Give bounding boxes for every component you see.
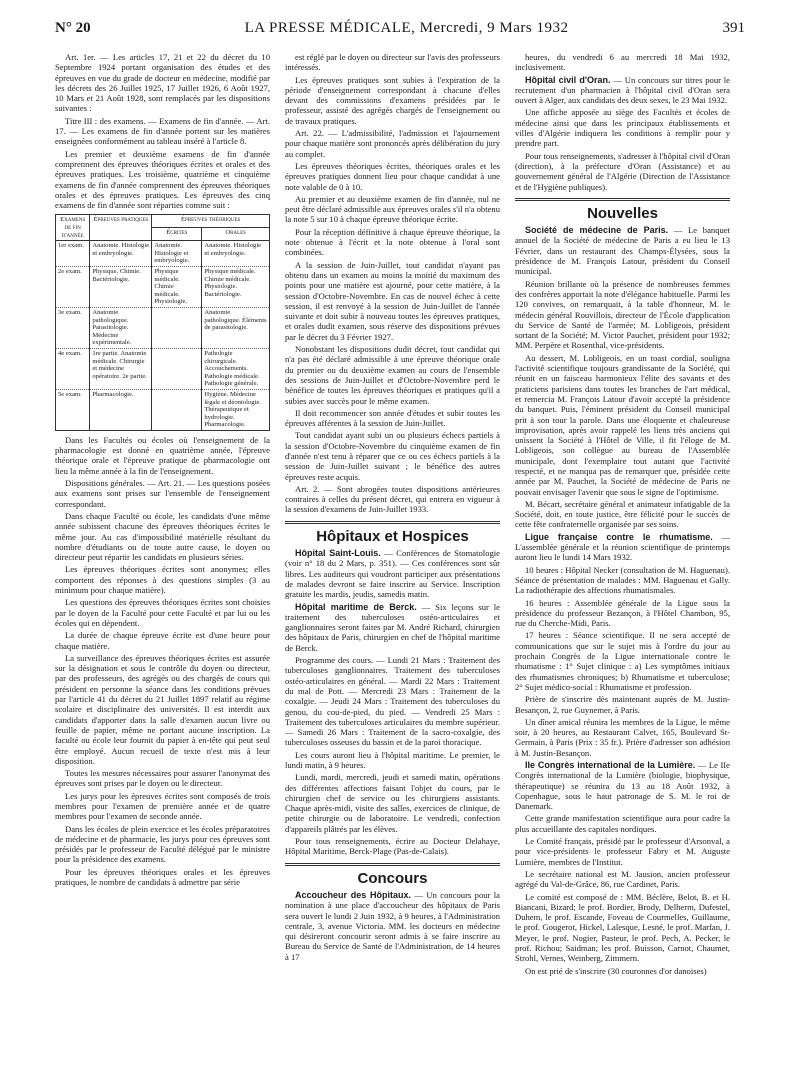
paragraph: est réglé par le doyen ou directeur sur l'avis des professeurs intéressés. [285, 52, 500, 73]
paragraph: Le Comité français, présidé par le professeur d'Arsonval, a pour vice-présidents le professeur Fabry et M. Auguste Lumière, membres de l'Institut. [515, 836, 730, 867]
paragraph: Titre III : des examens. — Examens de fin d'année. — Art. 17. — Les examens de fin d'année portent sur les matières enseignées conformément au tableau inséré à l'article 8. [55, 115, 270, 147]
column-3 [515, 52, 730, 1072]
table-cell: Anatomie. Histologie et embryologie. [152, 241, 202, 267]
table-header: Orales [202, 228, 270, 241]
table-cell: 3e exam. [56, 307, 90, 348]
paragraph: Un dîner amical réunira les membres de la Ligue, le même soir, à 20 heures, au Restaurant Calvet, 165, Boulevard St-Germain, à Paris (Prix : 35 fr.). Prière d'adresser son adhésion à M. Justin-Besançon. [515, 716, 730, 758]
table-cell: 5e exam. [56, 389, 90, 430]
paragraph: Pour les épreuves théoriques orales et les épreuves pratiques, le nombre de candidats à admettre par série [55, 866, 270, 888]
item-text: — Le IIe Congrès international de la Lumière (biologie, biophysique, thérapeutique) se réunira du 13 au 18 Août 1932, à Copenhague, sous le haut patronage de S. M. le roi de Danemark. [515, 760, 730, 812]
table-cell [152, 307, 202, 348]
paragraph: Au dessert, M. Lobligeois, en un toast cordial, souligna l'activité scientifique toujours grandissante de la Société, qui réunit en un faisceau harmonieux l'élite des savants et des praticiens parisiens dans toutes les branches de l'art médical, et remercia M. François Latour d'avoir accepté la présidence du banquet. Puis, l'éminent président du Conseil municipal prit à son tour la parole. Dans une éloquente et chaleureuse improvisation, après avoir rappelé les liens très anciens qui unissent la Société à l'Hôtel de Ville, il fit l'éloge de M. Lobligeois, son collègue au bureau de l'Assemblée municipale, dont l'exemplaire tout autant que l'activité respecté, et ne manqua pas de remarquer que, présidée cette année par M. Pauchet, la Société de médecine de Paris ne pouvait envisager l'avenir que sous le signe de l'optimisme. [515, 352, 730, 497]
table-cell: 4e exam. [56, 348, 90, 389]
table-cell: 2e exam. [56, 267, 90, 308]
item-title: Ligue française contre le rhumatisme. [525, 531, 713, 542]
item-text: — Six leçons sur le traitement des tuberculoses ostéo-articulaires et ganglionnaires seront faites par M. André Richard, chirurgien des hôpitaux de Paris, chirurgien en chef de l'hôpital maritime de Berck. [285, 601, 500, 653]
table-cell: Physique. Chimie. Bactériologie. [90, 267, 152, 308]
table-cell: 1er exam. [56, 241, 90, 267]
paragraph [515, 760, 730, 811]
paragraph: Toutes les mesures nécessaires pour assurer l'anonymat des épreuves sont prises par le doyen ou le directeur. [55, 768, 270, 789]
paragraph: 17 heures : Séance scientifique. Il ne sera accepté de communications que sur le sujet mis à l'ordre du jour au prochain Congrès de la Ligue internationale contre le rhumatisme : 1° Sujet clinique : a) Les symptômes initiaux des rhumatismes chroniques; b) Rhumatisme et tuberculose; 2° Sujet médico-social : Rhumatisme et profession. [515, 630, 730, 692]
paragraph: Dans les Facultés ou écoles où l'enseignement de la pharmacologie est donné en quatrième année, l'épreuve théorique orale et l'épreuve pratique de pharmacologie ont lieu la même année à la fin de l'enseignement. [55, 434, 270, 476]
paragraph: Réunion brillante où la présence de nombreuses femmes des confrères apportait la note d'élégance habituelle. Parmi les 120 convives, on remarquait, à la table d'honneur, M. le médecin général Rouvillois, directeur de l'École d'application du Service de Santé de l'armée; M. Lobligeois, président sortant de la Société; M. Victor Pauchet, président pour 1932; MM. Perpère et Rosenthal, vice-présidents. [515, 278, 730, 351]
paragraph: M. Bécart, secrétaire général et animateur infatigable de la Société, doit, en toute justice, être félicité pour le succès de cette fête confraternelle organisée par ses soins. [515, 498, 730, 530]
paragraph: On est prié de s'inscrire (30 couronnes d'or danoises) [525, 965, 707, 976]
paragraph: Au premier et au deuxième examen de fin d'année, nul ne peut être déclaré admissible aux épreuves orales s'il n'a obtenu la note 5 sur 10 à chaque épreuve théorique écrite. [285, 193, 500, 225]
paragraph: La surveillance des épreuves théoriques écrites est assurée sur la désignation et sous le contrôle du doyen ou directeur, par des professeurs, des agrégés ou des chargés de cours qui président en personne la séance dans les conditions prévues par l'article 41 du décret du 21 Juillet 1897 relatif au régime scolaire et disciplinaire des universités. Il est interdit aux candidats d'apporter dans la salle d'examen aucun livre ou feuille de papier, même ne portant aucune inscription. La faculté ou école leur fournit du papier à en-tête qui peut seul être employé. Aucun recueil de texte n'est mis à leur disposition. [55, 652, 270, 766]
table-cell: Anatomie pathologique. Éléments de parasitologie. [202, 307, 270, 348]
paragraph [285, 890, 500, 962]
paragraph: Nonobstant les dispositions dudit décret, tout candidat qui n'a pas été déclaré admissible à une épreuve théorique orale du premier ou du deuxième examen au cours de l'ensemble des sessions de Juin-Juillet et d'Octobre-Novembre perd le bénéfice de toutes les épreuves théoriques et pratiques qu'il a subies avec succès pour le même examen. [285, 344, 500, 406]
table-row [56, 348, 270, 389]
paragraph: Art. 22. — L'admissibilité, l'admission et l'ajournement pour chaque matière sont prononcés après délibération du jury au complet. [285, 128, 500, 159]
paragraph [285, 548, 500, 599]
item-title: Hôpital Saint-Louis. [295, 548, 381, 559]
paragraph: Programme des cours. — Lundi 21 Mars : Traitement des tuberculoses ganglionnaires. Traitement des tuberculoses ostéo-articulaires en général. — Mardi 22 Mars : Traitement du mal de Pott. — Mercredi 23 Mars : Traitement de la coxalgie. — Jeudi 24 Mars : Traitement des tuberculoses du genou, du cou-de-pied, du pied. — Vendredi 25 Mars : Traitement des tuberculoses articulaires du membre supérieur. — Samedi 26 Mars : Traitement de la sacro-coxalgie, des tuberculoses osseuses du bassin et de la paroi thoracique. [285, 655, 500, 748]
table-row [56, 389, 270, 430]
paragraph: Les épreuves théoriques écrites sont anonymes; elles comportent des réponses à des questions simples (3 au minimum pour chaque matière). [55, 564, 270, 596]
item-title: Hôpital civil d'Oran. [525, 74, 611, 85]
table-cell: Hygiène. Médecine légale et déontologie. Thérapeutique et hydrologie. Pharmacologie. [202, 389, 270, 430]
table-cell: Pharmacologie. [90, 389, 152, 430]
paragraph: Le comité est composé de : MM. Béclère, Belot, B. et H. Biancani, Bizard; le prof. Bordier, Brody, Delherm, Dufestel, Duhem, le prof. Escande, Foveau de Courmelles, Guillaume, le prof. Gougerot, Hickel, Lalesque, Lesné, le prof. Marfan, J. Meyer, le prof. Nogier, Pasteur, le prof. Pech, A. Pecker, le prof. Richou; Saidman; les prof. Buisson, Carnot, Chaumet, Strohl, Vernes, Weinberg, Zimmern. [515, 891, 730, 964]
page-number: 391 [722, 20, 745, 36]
paragraph: Tout candidat ayant subi un ou plusieurs échecs partiels à la session d'Octobre-Novembre du cinquième examen de fin d'année n'est tenu à réparer que ce ou ces échecs partiels à la session de Juin-Juillet suivant ; le bénéfice des autres épreuves reste acquis. [285, 430, 500, 482]
table-cell: Anatomie. Histologie et embryologie. [202, 241, 270, 267]
column-2 [285, 52, 500, 1072]
paragraph [285, 602, 500, 653]
table-cell [152, 389, 202, 430]
item-title: Accoucheur des Hôpitaux. [295, 889, 411, 900]
table-header: Épreuves théoriques [152, 215, 270, 228]
table-header: Examens de fin d'année [56, 215, 90, 241]
paragraph: Cette grande manifestation scientifique aura pour cadre la plus accueillante des capitales nordiques. [515, 813, 730, 834]
exams-table [55, 214, 270, 430]
paragraph: Le secrétaire national est M. Jausion, ancien professeur agrégé du Val-de-Grâce, 86, rue Cardinet, Paris. [515, 868, 730, 890]
table-cell: Anatomie. Histologie et embryologie. [90, 241, 152, 267]
paragraph: Art. 2. — Sont abrogées toutes dispositions antérieures contraires à celles du présent décret, qui entrera en vigueur à la session d'examens de Juin-Juillet 1933. [285, 483, 500, 515]
table-cell: Anatomie pathologique. Parasitologie. Médecine expérimentale. [90, 307, 152, 348]
table-cell: Pathologie chirurgicale. Accouchements. Pathologie médicale. Pathologie générale. [202, 348, 270, 389]
section-divider [285, 521, 500, 524]
paragraph: Pour la réception définitive à chaque épreuve théorique, la note obtenue à l'écrit et la note obtenue à l'oral sont combinées. [285, 226, 500, 258]
section-divider [285, 863, 500, 866]
paragraph: Pour tous renseignements, s'adresser à l'hôpital civil d'Oran (direction), à la préfecture d'Oran (Assistance) et au gouvernement général de l'Algérie (Direction de l'Assistance et de l'Hygiène publiques). [515, 150, 730, 192]
paragraph [515, 532, 730, 563]
page-header [55, 20, 745, 44]
table-cell: Physique médicale. Chimie médicale. Physiologie. Bactériologie. [202, 267, 270, 308]
journal-title: LA PRESSE MÉDICALE, Mercredi, 9 Mars 1932 [244, 20, 569, 36]
paragraph: Dispositions générales. — Art. 21. — Les questions posées aux examens sont prises sur l'ensemble de l'enseignement correspondant. [55, 478, 270, 509]
paragraph: A la session de Juin-Juillet, tout candidat n'ayant pas obtenu dans un examen au moins la moitié du maximum des points pour une matière est ajourné, pour cette matière, à la session d'Octobre-Novembre. En cas de nouvel échec à cette session, il est renvoyé à la session de Juin-Juillet de l'année suivante et doit subir à nouveau toutes les épreuves pratiques, et orales dudit examen, sous réserve des dispositions prévues par le décret du 3 Février 1927. [285, 259, 500, 342]
paragraph: Les épreuves théoriques écrites, théoriques orales et les épreuves pratiques donnent lieu pour chaque candidat à une note valable de 0 à 10. [285, 160, 500, 192]
paragraph: Les épreuves pratiques sont subies à l'expiration de la période d'enseignement correspondant à chacune d'elles devant des commissions d'examens présidées par le professeur, assisté des agrégés chargés de l'enseignement ou de travaux pratiques. [285, 74, 500, 126]
paragraph: Dans chaque Faculté ou école, les candidats d'une même année subissent chacune des épreuves théoriques écrites le même jour. Au cas d'impossibilité matérielle résultant du nombre d'étudiants ou de toute autre cause, le doyen ou directeur peut répartir les candidats en plusieurs séries. [55, 510, 270, 563]
paragraph: Pour tous renseignements, écrire au Docteur Delahaye, Hôpital Maritime, Berck-Plage (Pas-de-Calais). [285, 836, 500, 857]
section-heading-hopitaux: Hôpitaux et Hospices [316, 527, 469, 545]
paragraph: Lundi, mardi, mercredi, jeudi et samedi matin, opérations des différentes affections faisant l'objet du cours, par le chirurgien chef de service ou les chirurgiens assistants. Chaque après-midi, visite des salles, exercices de clinique, de petite chirurgie ou de laboratoire. Le vendredi, confection d'appareils plâtrés par les élèves. [285, 772, 500, 834]
table-cell: 1re partie. Anatomie médicale. Chirurgie et médecine opératoire. 2e partie. [90, 348, 152, 389]
item-text: — Conférences de Stomatologie (voir n° 18 du 2 Mars, p. 351). — Ces conférences sont sûr libres. Les auditeurs qui voudront participer aux présentations de malades devront se faire inscrire au Service. Inscription gratuite les mardis, jeudis, samedis matin. [285, 548, 500, 600]
section-heading-concours: Concours [357, 869, 428, 887]
item-text: — Un concours pour la nomination à une place d'accoucheur des hôpitaux de Paris sera ouvert le lundi 2 Juin 1932, à 9 heures, à l'Administration centrale, 3, avenue Victoria. MM. les docteurs en médecine qui désireront concourir seront admis à se faire inscrire au Bureau du Service de Santé de l'Administration, de 14 heures à 17 [285, 889, 500, 962]
paragraph [515, 75, 730, 106]
paragraph: La durée de chaque épreuve écrite est d'une heure pour chaque matière. [55, 630, 270, 651]
paragraph: Dans les écoles de plein exercice et les écoles préparatoires de médecine et de pharmacie, les jurys pour ces épreuves sont présidés par le professeur de Faculté délégué par le ministre pour la présidence des examens. [55, 823, 270, 865]
item-text: — L'assemblée générale et la réunion scientifique de printemps auront lieu le lundi 14 Mars 1932. [515, 531, 730, 563]
table-cell [152, 348, 202, 389]
paragraph: 10 heures : Hôpital Necker (consultation de M. Haguenau). Séance de présentation de malades : MM. Haguenau et Gally. La radiothérapie des affections rhumatismales. [515, 564, 730, 596]
item-title: Hôpital maritime de Berck. [295, 601, 417, 612]
item-text: — Un concours sur titres pour le recrutement d'un pharmacien à l'hôpital civil d'Oran sera ouvert à Alger, aux candidats des deux sexes, le 23 Mai 1932. [515, 74, 730, 106]
paragraph: Une affiche apposée au siège des Facultés et écoles de médecine ainsi que dans les principaux établissements et villes d'Algérie indiquera les conditions à remplir pour y prendre part. [515, 107, 730, 149]
paragraph [515, 225, 730, 276]
paragraph: Les cours auront lieu à l'hôpital maritime. Le premier, le lundi matin, à 9 heures. [285, 749, 500, 770]
paragraph: heures, du vendredi 6 au mercredi 18 Mai 1932, inclusivement. [515, 52, 730, 73]
paragraph: Art. 1er. — Les articles 17, 21 et 22 du décret du 10 Septembre 1924 portant organisation des études et des épreuves en vue du grade de docteur en médecine, modifié par les décrets des 26 Juillet 1925, 17 Juillet 1926, 6 Août 1927, 10 Mars et 21 Août 1928, sont remplacés par les dispositions suivantes : [55, 52, 270, 114]
item-text: — Le banquet annuel de la Société de médecine de Paris a eu lieu le 13 Février, dans un restaurant des Champs-Élysées, sous la présidence de M. François Latour, président du Conseil municipal. [515, 225, 730, 277]
paragraph: Prière de s'inscrire dès maintenant auprès de M. Justin-Besançon, 2, rue Guynemer, à Paris. [515, 694, 730, 715]
column-1 [55, 52, 270, 1072]
issue-number: N° 20 [55, 20, 91, 36]
paragraph: Il doit recommencer son année d'études et subir toutes les épreuves afférentes à la session de Juin-Juillet. [285, 407, 500, 429]
section-divider [515, 198, 730, 201]
section-heading-nouvelles: Nouvelles [587, 204, 658, 222]
table-header: Écrites [152, 228, 202, 241]
paragraph: Les questions des épreuves théoriques écrites sont choisies par le doyen de la Faculté pour cette Faculté et par lui ou les écoles qui en dépendent. [55, 597, 270, 628]
item-title: IIe Congrès international de la Lumière. [525, 760, 696, 770]
table-row [56, 307, 270, 348]
table-cell: Physique médicale. Chimie médicale. Physiologie. [152, 267, 202, 308]
paragraph: Les premier et deuxième examens de fin d'année comprennent des épreuves théoriques écrites et orales et des épreuves pratiques. Les troisième, quatrième et cinquième examens de fin d'année comprennent des épreuves théoriques orales et des épreuves pratiques. Les épreuves des cinq examens de fin d'année sont réparties comme suit : [55, 148, 270, 211]
table-row [56, 241, 270, 267]
item-title: Société de médecine de Paris. [525, 225, 669, 236]
paragraph: Les jurys pour les épreuves écrites sont composés de trois membres pour l'examen de première année et de quatre membres pour l'examen de seconde année. [55, 790, 270, 822]
table-header: Épreuves pratiques [90, 215, 152, 241]
table-row [56, 267, 270, 308]
paragraph: 16 heures : Assemblée générale de la Ligue sous la présidence du professeur Bezançon, à l'Hôtel Chambon, 95, rue du Cherche-Midi, Paris. [515, 597, 730, 629]
